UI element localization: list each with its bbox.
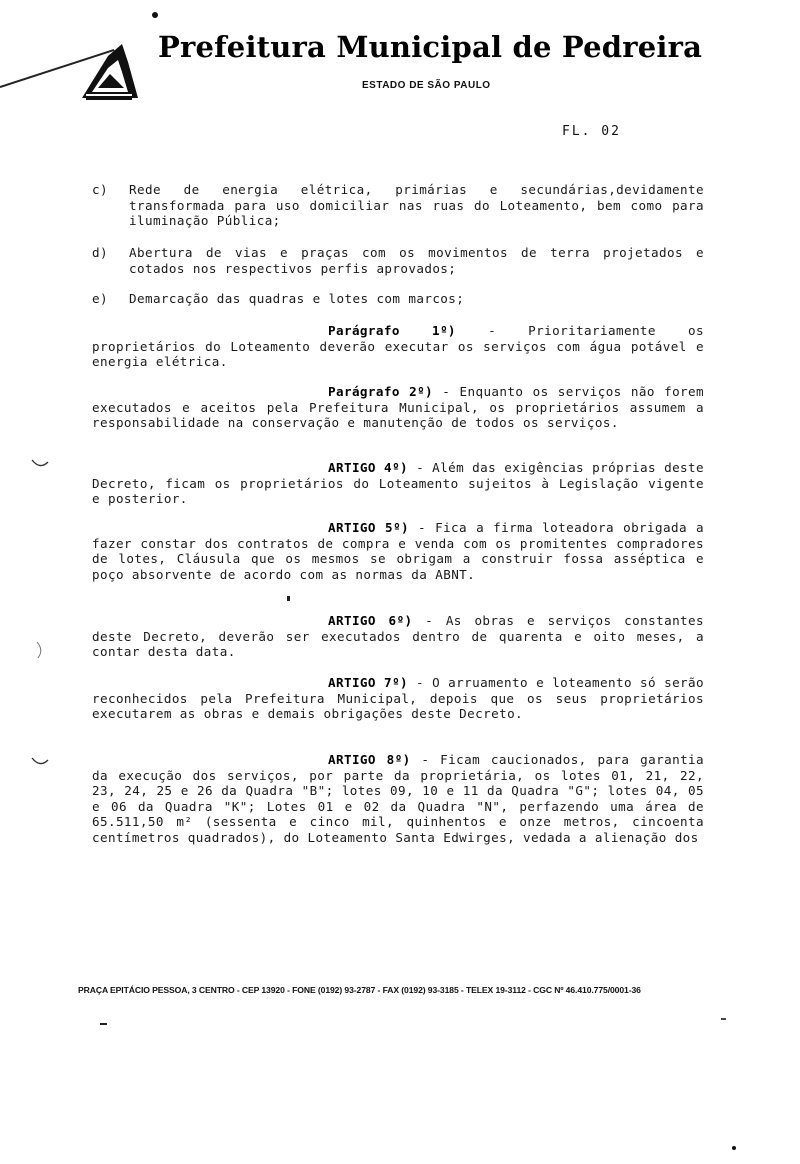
scan-speck (152, 12, 158, 18)
address-footer: PRAÇA EPITÁCIO PESSOA, 3 CENTRO - CEP 13920 - FONE (0192) 93-2787 - FAX (0192) 93-3185 - TELEX 19-3112 - CGC Nº 46.410.775/0001-36 (78, 985, 641, 995)
article-paragraph (92, 323, 704, 370)
municipal-coat-of-arms-icon (78, 42, 140, 102)
article-text: - Prioritariamente os proprietários do Loteamento deverão executar os serviços com água potável e energia elétrica. (92, 323, 704, 369)
article-heading: ARTIGO 6º) (328, 613, 413, 628)
item-label: e) (92, 291, 108, 306)
article-text: - Enquanto os serviços não forem executados e aceitos pela Prefeitura Municipal, os proprietários assumem a responsabilidade na conservação e manutenção de todos os serviços. (92, 384, 704, 430)
punch-mark (34, 640, 46, 660)
article-text: - O arruamento e loteamento só serão reconhecidos pela Prefeitura Municipal, depois que os seus proprietários executarem as obras e demais obrigações deste Decreto. (92, 675, 705, 721)
item-text: Abertura de vias e praças com os movimentos de terra projetados e cotados nos respectivos perfis aprovados; (129, 245, 704, 276)
punch-mark (30, 754, 50, 768)
article-paragraph (92, 613, 704, 660)
article-paragraph (92, 460, 704, 507)
list-item (92, 245, 704, 276)
article-text: - Fica a firma loteadora obrigada a fazer constar dos contratos de compra e venda com os promitentes compradores de lotes, Cláusula que os mesmos se obrigam a construir fossa asséptica e poço absorvente de acordo com as normas da ABNT. (92, 520, 705, 582)
article-paragraph (92, 675, 704, 722)
state-subtitle: ESTADO DE SÃO PAULO (362, 80, 491, 91)
scan-speck (100, 1023, 107, 1025)
list-item (92, 291, 704, 307)
article-heading: ARTIGO 4º) (328, 460, 408, 475)
article-heading: Parágrafo 1º) (328, 323, 456, 338)
article-heading: ARTIGO 8º) (328, 752, 411, 767)
article-heading: ARTIGO 7º) (328, 675, 408, 690)
item-label: d) (92, 245, 108, 260)
scan-speck (287, 596, 290, 601)
article-text: - As obras e serviços constantes deste Decreto, deverão ser executados dentro de quarenta e oito meses, a contar desta data. (92, 613, 704, 659)
item-text: Demarcação das quadras e lotes com marcos; (129, 291, 465, 306)
item-label: c) (92, 182, 108, 197)
article-paragraph (92, 752, 704, 845)
article-paragraph (92, 520, 704, 582)
scan-speck (721, 1018, 726, 1020)
article-heading: Parágrafo 2º) (328, 384, 434, 399)
scan-speck (732, 1146, 736, 1150)
page-title: Prefeitura Municipal de Pedreira (158, 30, 703, 64)
article-text: - Ficam caucionados, para garantia da execução dos serviços, por parte da proprietária, os lotes 01, 21, 22, 23, 24, 25 e 26 da Quadra "B"; lotes 09, 10 e 11 da Quadra "G"; lotes 04, 05 e 06 da Quadra "K"; Lotes 01 e 02 da Quadra "N", perfazendo uma área de 65.511,50 m² (sessenta e cinco mil, quinhentos e onze metros, cincoenta centímetros quadrados), do Loteamento Santa Edwirges, vedada a alienação dos (92, 752, 705, 845)
article-text: - Além das exigências próprias deste Decreto, ficam os proprietários do Loteamento sujeitos à Legislação vigente e posterior. (92, 460, 705, 506)
punch-mark (30, 456, 50, 470)
item-text: Rede de energia elétrica, primárias e secundárias,devidamente transformada para uso domiciliar nas ruas do Loteamento, bem como para iluminação Pública; (129, 182, 704, 228)
page-folio: FL. 02 (562, 124, 621, 139)
article-paragraph (92, 384, 704, 431)
list-item (92, 182, 704, 229)
article-heading: ARTIGO 5º) (328, 520, 409, 535)
